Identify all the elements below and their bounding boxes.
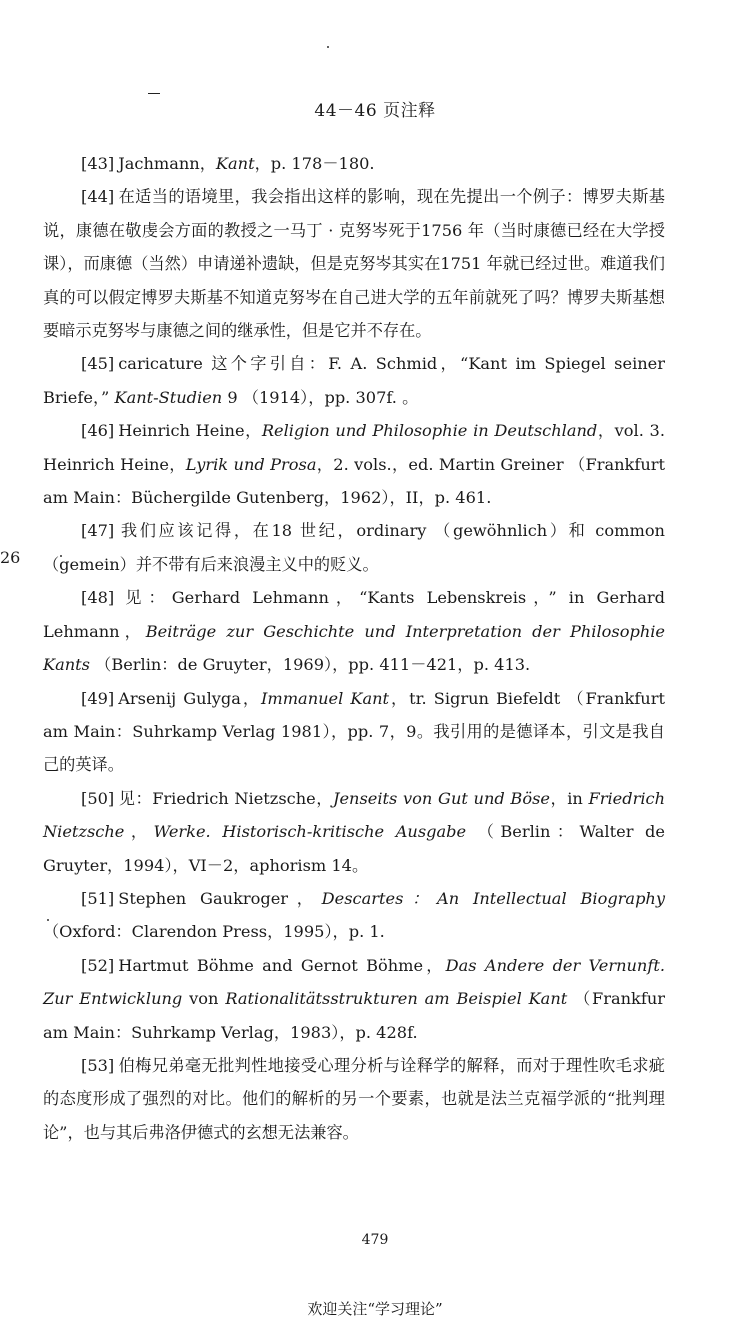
- running-header: 44－46 页注释: [314, 101, 436, 121]
- endnote-text: Hartmut Böhme and Gernot Böhme，: [118, 955, 446, 975]
- endnote-text: （Berlin：Walter de Gruyter，1994），VI－2，aphorism 14。: [43, 822, 666, 875]
- endnote: [43, 882, 665, 949]
- endnote-text: 9 （1914），pp. 307f. 。: [222, 387, 419, 407]
- endnote-text: （Frankfur am Main：Suhrkamp Verlag，1983），p. 428f.: [43, 989, 665, 1042]
- endnote-label: [46]: [81, 421, 115, 441]
- endnote-text: caricature 这个字引自：F. A. Schmid，“Kant im Spiegel seiner Briefe，”: [43, 354, 665, 407]
- endnote-text: Arsenij Gulyga，: [118, 688, 261, 708]
- endnote-label: [45]: [81, 354, 115, 374]
- endnote-text: 见：Friedrich Nietzsche，: [118, 788, 333, 808]
- endnote-title: Lyrik und Prosa: [185, 454, 317, 474]
- endnote-label: [48]: [81, 588, 115, 608]
- endnote-label: [47]: [81, 521, 115, 541]
- endnote-label: [49]: [81, 688, 115, 708]
- endnote: [43, 949, 665, 1049]
- endnote-label: [43]: [81, 154, 115, 173]
- endnote-title: Das Andere der Vernunft. Zur Entwicklung: [43, 955, 665, 1009]
- endnote: [43, 347, 665, 414]
- endnote-text: 我们应该记得，在18 世纪，ordinary （gewöhnlich）和 common （gemein）并不带有后来浪漫主义中的贬义。: [43, 521, 665, 574]
- endnote-title: Immanuel Kant: [260, 688, 390, 708]
- endnote-title: Descartes：An Intellectual Biography: [321, 888, 666, 908]
- page-number: 479: [361, 1232, 389, 1248]
- endnote-title: Beiträge zur Geschichte und Interpretation der Philosophie Kants: [43, 621, 666, 675]
- endnote-title: Werke. Historisch-kritische Ausgabe: [153, 822, 467, 842]
- endnote-label: [51]: [81, 888, 115, 908]
- endnotes-list: [43, 147, 665, 1149]
- endnote-text: ，p. 178－180.: [254, 154, 375, 173]
- endnote-title: Jenseits von Gut und Böse: [332, 788, 550, 808]
- endnote-title: Religion und Philosophie in Deutschland: [261, 421, 598, 441]
- endnote-text: Heinrich Heine，: [118, 421, 262, 441]
- endnote-label: [53]: [81, 1055, 115, 1075]
- endnote-text: ，tr. Sigrun Biefeldt （Frankfurt am Main：Suhrkamp Verlag 1981），pp. 7，9。我引用的是德译本，引文是我自己的英译。: [43, 688, 665, 775]
- endnote-title: Friedrich Nietzsche: [43, 788, 665, 842]
- endnote-title: Rationalitätsstrukturen am Beispiel Kant: [225, 989, 568, 1009]
- endnote-text: Jachmann，: [118, 154, 216, 173]
- endnote-text: 见：Gerhard Lehmann，“Kants Lebenskreis，” in Gerhard Lehmann，: [43, 588, 665, 641]
- endnote: [43, 581, 665, 681]
- endnote-label: [44]: [81, 187, 115, 207]
- speck: [327, 46, 329, 48]
- endnote: [43, 180, 665, 347]
- endnote-text: ，: [124, 822, 154, 842]
- endnote-text: ，2. vols.，ed. Martin Greiner （Frankfurt am Main：Büchergilde Gutenberg，1962），II，p. 461.: [43, 454, 666, 508]
- margin-page-number: 26: [0, 548, 21, 567]
- endnote-text: Stephen Gaukroger，: [118, 888, 322, 908]
- endnote-text: （Oxford：Clarendon Press，1995），p. 1.: [43, 922, 385, 942]
- endnote: [43, 414, 665, 514]
- endnote-text: ，in: [549, 788, 589, 808]
- endnote: [43, 514, 665, 581]
- endnote-label: [50]: [81, 788, 115, 808]
- endnote-text: ，vol. 3. Heinrich Heine，: [43, 421, 665, 474]
- footer-watermark-text: 欢迎关注“学习理论”: [307, 1300, 443, 1318]
- endnote-text: （Berlin：de Gruyter，1969），pp. 411－421，p. 413.: [89, 655, 531, 675]
- endnote-text: von: [182, 989, 226, 1009]
- endnote-text: 在适当的语境里，我会指出这样的影响，现在先提出一个例子：博罗夫斯基说，康德在敬虔会方面的教授之一马丁 · 克努岑死于1756 年（当时康德已经在大学授课），而康德（当然）申请递补遗缺，但是克努岑其实在1751 年就已经过世。难道我们真的可以假定博罗夫斯基不知道克努岑在自己进大学的五年前就死了吗？博罗夫斯基想要暗示克努岑与康德之间的继承性，但是它并不存在。: [43, 187, 665, 341]
- endnote: [43, 782, 665, 882]
- endnote-text: 伯梅兄弟毫无批判性地接受心理分析与诠释学的解释，而对于理性吹毛求疵的态度形成了强烈的对比。他们的解析的另一个要素，也就是法兰克福学派的“批判理论”，也与其后弗洛伊德式的玄想无法兼容。: [43, 1055, 665, 1142]
- endnote: [43, 147, 665, 180]
- endnote-title: Kant-Studien: [114, 387, 223, 407]
- endnote-label: [52]: [81, 955, 115, 975]
- endnote-title: Kant: [215, 154, 255, 173]
- endnote: [43, 1049, 665, 1149]
- margin-dash: [148, 93, 160, 94]
- endnote: [43, 682, 665, 782]
